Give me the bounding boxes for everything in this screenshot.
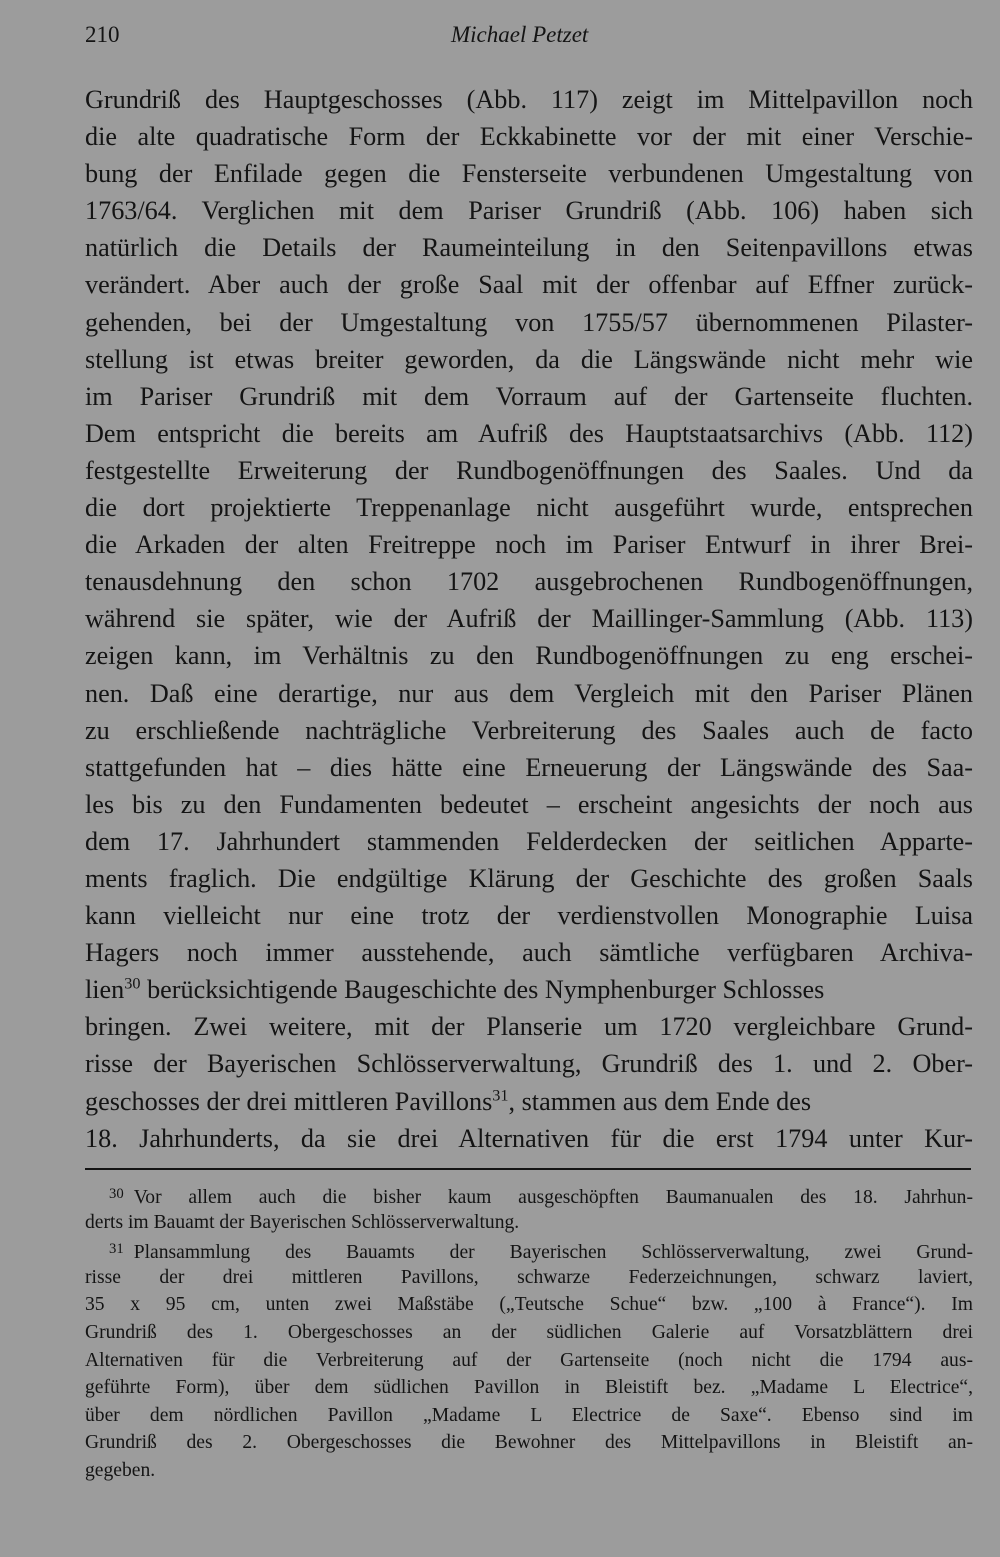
text-line: während sie später, wie der Aufriß der Maillinger-Sammlung (Abb. 113): [85, 604, 973, 634]
text-line-with-footnote-ref: [85, 1083, 973, 1120]
text-line: zu erschließende nachträgliche Verbreiterung des Saales auch de facto: [85, 715, 973, 745]
running-title: Michael Petzet: [451, 22, 589, 47]
footnote-line: Grundriß des 1. Obergeschosses an der südlichen Galerie auf Vorsatzblättern drei: [85, 1321, 973, 1343]
text-line: die Arkaden der alten Freitreppe noch im Pariser Entwurf in ihrer Brei-: [85, 530, 973, 560]
text-segment: , stammen aus dem Ende des: [508, 1086, 812, 1116]
text-line-with-footnote-ref: [85, 971, 973, 1008]
footnote-line: geführte Form), über dem südlichen Pavillon in Bleistift bez. „Madame L Electrice“,: [85, 1377, 973, 1399]
text-line: bung der Enfilade gegen die Fensterseite verbundenen Umgestaltung von: [85, 159, 973, 189]
text-line: nen. Daß eine derartige, nur aus dem Vergleich mit den Pariser Plänen: [85, 678, 973, 708]
text-line: Dem entspricht die bereits am Aufriß des Hauptstaatsarchivs (Abb. 112): [85, 418, 973, 448]
footnote-30: [85, 1181, 973, 1236]
footnote-ref-31[interactable]: 31: [492, 1085, 509, 1104]
text-line: les bis zu den Fundamenten bedeutet – erscheint angesichts der noch aus: [85, 789, 973, 819]
footnote-line: Alternativen für die Verbreiterung auf der Gartenseite (noch nicht die 1794 aus-: [85, 1349, 973, 1371]
text-segment: berücksichtigende Baugeschichte des Nymphenburger Schlosses: [140, 975, 825, 1005]
footnote-line: Grundriß des 2. Obergeschosses die Bewohner des Mittelpavillons in Bleistift an-: [85, 1432, 973, 1454]
text-line: festgestellte Erweiterung der Rundbogenöffnungen des Saales. Und da: [85, 455, 973, 485]
text-line: zeigen kann, im Verhältnis zu den Rundbogenöffnungen zu eng erschei-: [85, 641, 973, 671]
footnote-line: gegeben.: [85, 1459, 156, 1481]
footnote-text: Plansammlung des Bauamts der Bayerischen Schlösserverwaltung, zwei Grund-: [133, 1242, 973, 1264]
footnote-line: risse der drei mittleren Pavillons, schwarze Federzeichnungen, schwarz laviert,: [85, 1266, 973, 1288]
text-line: die dort projektierte Treppenanlage nicht ausgeführt wurde, entsprechen: [85, 493, 973, 523]
footnote-31: [85, 1236, 973, 1484]
text-line: bringen. Zwei weitere, mit der Planserie um 1720 vergleichbare Grund-: [85, 1012, 973, 1042]
footnote-ref-30[interactable]: 30: [124, 974, 141, 993]
text-segment: lien: [85, 975, 125, 1005]
text-line: 18. Jahrhunderts, da sie drei Alternativen für die erst 1794 unter Kur-: [85, 1123, 973, 1153]
footnote-line: derts im Bauamt der Bayerischen Schlösserverwaltung.: [85, 1211, 520, 1233]
text-line: kann vielleicht nur eine trotz der verdienstvollen Monographie Luisa: [85, 901, 973, 931]
footnote-separator: [85, 1168, 971, 1170]
text-line: im Pariser Grundriß mit dem Vorraum auf der Gartenseite fluchten.: [85, 381, 973, 411]
footnote-line: über dem nördlichen Pavillon „Madame L Electrice de Saxe“. Ebenso sind im: [85, 1404, 973, 1426]
footnote-line: 35 x 95 cm, unten zwei Maßstäbe („Teutsche Schue“ bzw. „100 à France“). Im: [85, 1294, 973, 1316]
text-line: risse der Bayerischen Schlösserverwaltung, Grundriß des 1. und 2. Ober-: [85, 1049, 973, 1079]
text-line: stellung ist etwas breiter geworden, da die Längswände nicht mehr wie: [85, 344, 973, 374]
text-line: natürlich die Details der Raumeinteilung in den Seitenpavillons etwas: [85, 233, 973, 263]
text-line: dem 17. Jahrhundert stammenden Felderdecken der seitlichen Apparte-: [85, 826, 973, 856]
running-head: [85, 22, 970, 56]
footnote-text: Vor allem auch die bisher kaum ausgeschöpften Baumanualen des 18. Jahrhun-: [133, 1187, 973, 1209]
footnote-line: [85, 1236, 973, 1264]
text-line: ments fraglich. Die endgültige Klärung der Geschichte des großen Saals: [85, 863, 973, 893]
body-text: [85, 81, 973, 1157]
page-number: 210: [85, 22, 120, 47]
text-segment: geschosses der drei mittleren Pavillons: [85, 1086, 493, 1116]
footnotes: [85, 1181, 973, 1485]
footnote-line: [85, 1181, 973, 1209]
text-line: stattgefunden hat – dies hätte eine Erneuerung der Längswände des Saa-: [85, 752, 973, 782]
text-line: die alte quadratische Form der Eckkabinette vor der mit einer Verschie-: [85, 122, 973, 152]
footnote-number: 31: [109, 1241, 124, 1258]
text-line: verändert. Aber auch der große Saal mit der offenbar auf Effner zurück-: [85, 270, 973, 300]
footnote-number: 30: [109, 1186, 124, 1202]
text-line: tenausdehnung den schon 1702 ausgebrochenen Rundbogenöffnungen,: [85, 567, 973, 597]
text-line: gehenden, bei der Umgestaltung von 1755/57 übernommenen Pilaster-: [85, 307, 973, 337]
text-line: Grundriß des Hauptgeschosses (Abb. 117) zeigt im Mittelpavillon noch: [85, 85, 973, 114]
text-line: Hagers noch immer ausstehende, auch sämtliche verfügbaren Archiva-: [85, 938, 973, 968]
text-line: 1763/64. Verglichen mit dem Pariser Grundriß (Abb. 106) haben sich: [85, 196, 973, 226]
